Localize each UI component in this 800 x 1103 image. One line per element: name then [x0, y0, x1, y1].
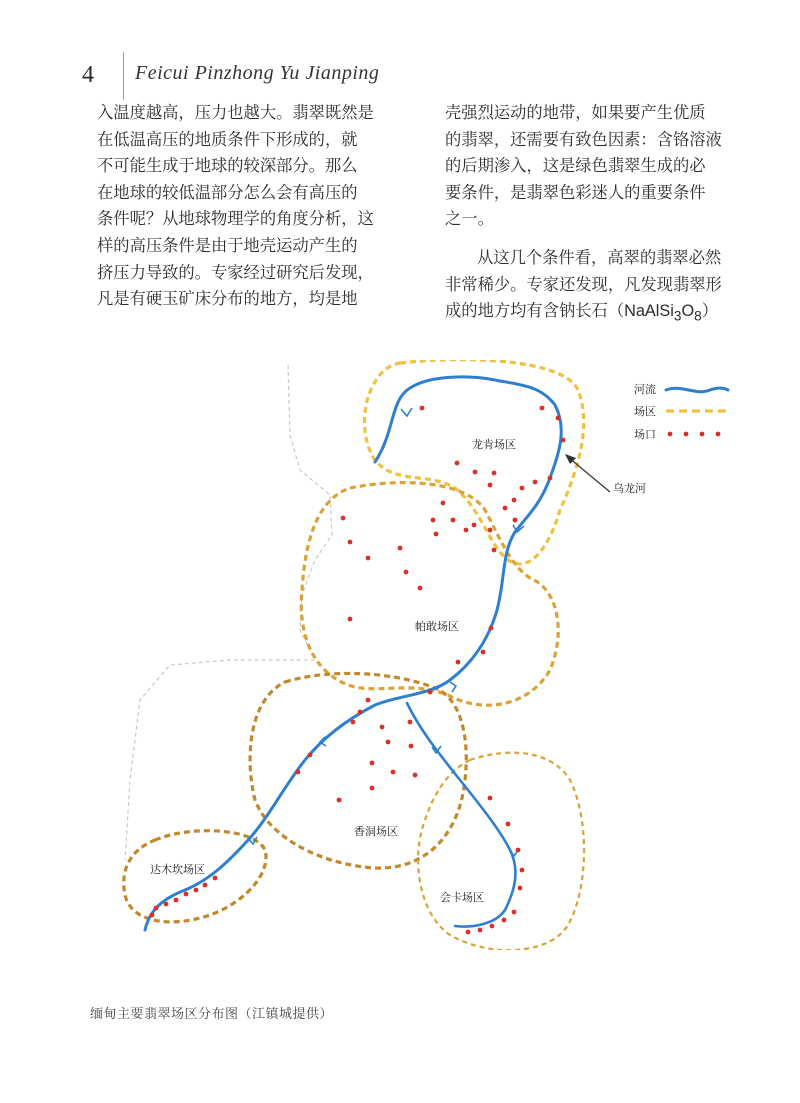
pit-dot	[348, 617, 353, 622]
label-xiangdong: 香洞场区	[354, 825, 398, 838]
pit-dot	[441, 501, 446, 506]
pit-dot	[184, 892, 189, 897]
pit-dot	[409, 744, 414, 749]
pit-dot	[533, 480, 538, 485]
pit-dot	[490, 924, 495, 929]
text-line-formula	[445, 298, 765, 330]
map-svg	[110, 360, 750, 950]
legend-pit-dot	[716, 432, 721, 437]
pit-dot	[481, 650, 486, 655]
text-line: 不可能生成于地球的较深部分。那么	[97, 156, 358, 176]
pit-dot	[154, 906, 159, 911]
legend-pit-dot	[700, 432, 705, 437]
text-line: 要条件，是翡翠色彩迷人的重要条件	[445, 182, 706, 202]
pit-dot	[366, 698, 371, 703]
pit-dot	[561, 438, 566, 443]
pit-dot	[174, 898, 179, 903]
pit-dot	[488, 483, 493, 488]
label-pagan: 帕敢场区	[415, 620, 459, 633]
pit-dot	[456, 660, 461, 665]
pit-dot	[408, 720, 413, 725]
label-longken: 龙肯场区	[472, 438, 516, 451]
pit-dot	[380, 725, 385, 730]
pit-dot	[451, 518, 456, 523]
chemical-formula	[624, 302, 718, 324]
text-line: 的翡翠，还需要有致色因素：含铬溶液	[445, 129, 722, 149]
pit-dot	[370, 786, 375, 791]
pit-dot	[520, 486, 525, 491]
pit-dot	[386, 740, 391, 745]
pit-dot	[213, 876, 218, 881]
legend-pit-dot	[668, 432, 673, 437]
text-line: 之一。	[445, 209, 494, 229]
pit-dot	[492, 471, 497, 476]
boundary-line	[125, 365, 332, 860]
legend-pit-swatch	[668, 432, 721, 437]
formula-part: ）	[701, 302, 718, 321]
field-zone-longken	[364, 360, 583, 564]
jade-field-map	[110, 360, 750, 950]
pit-dot	[296, 770, 301, 775]
legend-river-swatch	[666, 388, 728, 392]
pit-dot	[418, 586, 423, 591]
pit-dot	[540, 406, 545, 411]
pit-dot	[366, 556, 371, 561]
text-line: 凡是有硬玉矿床分布的地方，均是地	[97, 289, 358, 309]
field-zone-xiangdong	[250, 673, 466, 868]
pit-dot	[420, 406, 425, 411]
formula-part: NaAlSi	[624, 302, 674, 321]
pit-dot	[512, 910, 517, 915]
text-line: 从这几个条件看，高翠的翡翠必然	[477, 247, 722, 267]
pit-dot	[489, 626, 494, 631]
legend-pit-dot	[684, 432, 689, 437]
formula-subscript: 3	[673, 308, 682, 324]
running-head: Feicui Pinzhong Yu Jianping	[135, 62, 380, 84]
pit-dot	[492, 548, 497, 553]
pit-dot	[466, 930, 471, 935]
pit-dot	[455, 461, 460, 466]
right-column	[445, 100, 765, 330]
pit-dot	[434, 532, 439, 537]
pit-dot	[413, 773, 418, 778]
map-caption: 缅甸主要翡翠场区分布图（江镇城提供）	[90, 1007, 334, 1022]
legend-field-label: 场区	[634, 405, 656, 418]
text-line: 挤压力导致的。专家经过研究后发现，	[97, 262, 374, 282]
map-legend	[634, 382, 730, 441]
pit-dot	[503, 506, 508, 511]
label-damukan: 达木坎场区	[150, 863, 205, 876]
pit-dot	[337, 798, 342, 803]
text-line: 条件呢？从地球物理学的角度分析，这	[97, 209, 374, 229]
text-line: 入温度越高，压力也越大。翡翠既然是	[97, 103, 374, 122]
pit-dot	[150, 913, 155, 918]
field-zone-pagan	[301, 483, 558, 706]
pit-dot	[404, 570, 409, 575]
pit-dot	[431, 518, 436, 523]
legend-river-label: 河流	[634, 383, 656, 396]
pit-dot	[488, 796, 493, 801]
pit-dot	[164, 902, 169, 907]
pit-dot	[478, 928, 483, 933]
formula-part: O	[681, 302, 695, 321]
left-column	[97, 100, 417, 313]
label-huika: 会卡场区	[440, 891, 484, 904]
river-arrow	[450, 682, 456, 692]
text-line: 壳强烈运动的地带，如果要产生优质	[445, 103, 706, 122]
field-zone-huika	[418, 753, 584, 950]
text-line: 的后期渗入，这是绿色翡翠生成的必	[445, 156, 706, 176]
page-number: 4	[82, 62, 94, 88]
label-uru-river: 乌龙河	[613, 482, 646, 495]
pit-dot	[516, 848, 521, 853]
text-line: 在低温高压的地质条件下形成的，就	[97, 129, 358, 149]
pit-dot	[473, 470, 478, 475]
pit-dot	[548, 476, 553, 481]
river-main	[145, 377, 561, 930]
header-rule	[123, 52, 124, 100]
pit-dot	[341, 516, 346, 521]
pit-dot	[464, 528, 469, 533]
pit-dot	[513, 518, 518, 523]
text-fragment: 成的地方均有含钠长石（	[445, 301, 625, 321]
text-line: 在地球的较低温部分怎么会有高压的	[97, 182, 358, 202]
pit-dot	[391, 770, 396, 775]
pit-dot	[512, 498, 517, 503]
text-line: 样的高压条件是由于地壳运动产生的	[97, 235, 358, 255]
pit-dot	[506, 822, 511, 827]
pit-dots	[150, 406, 566, 935]
river-arrow	[401, 408, 412, 416]
pit-dot	[488, 528, 493, 533]
pit-dot	[520, 868, 525, 873]
pit-dot	[194, 888, 199, 893]
pit-dot	[358, 710, 363, 715]
pit-dot	[502, 918, 507, 923]
text-line: 非常稀少。专家还发现，凡发现翡翠形	[445, 274, 722, 294]
pit-dot	[351, 720, 356, 725]
pit-dot	[428, 690, 433, 695]
pit-dot	[518, 886, 523, 891]
pit-dot	[472, 523, 477, 528]
pit-dot	[203, 883, 208, 888]
pit-dot	[370, 761, 375, 766]
pit-dot	[308, 753, 313, 758]
pit-dot	[556, 416, 561, 421]
pit-dot	[398, 546, 403, 551]
legend-pit-label: 场口	[634, 428, 656, 441]
pit-dot	[348, 540, 353, 545]
formula-subscript: 8	[694, 308, 702, 324]
